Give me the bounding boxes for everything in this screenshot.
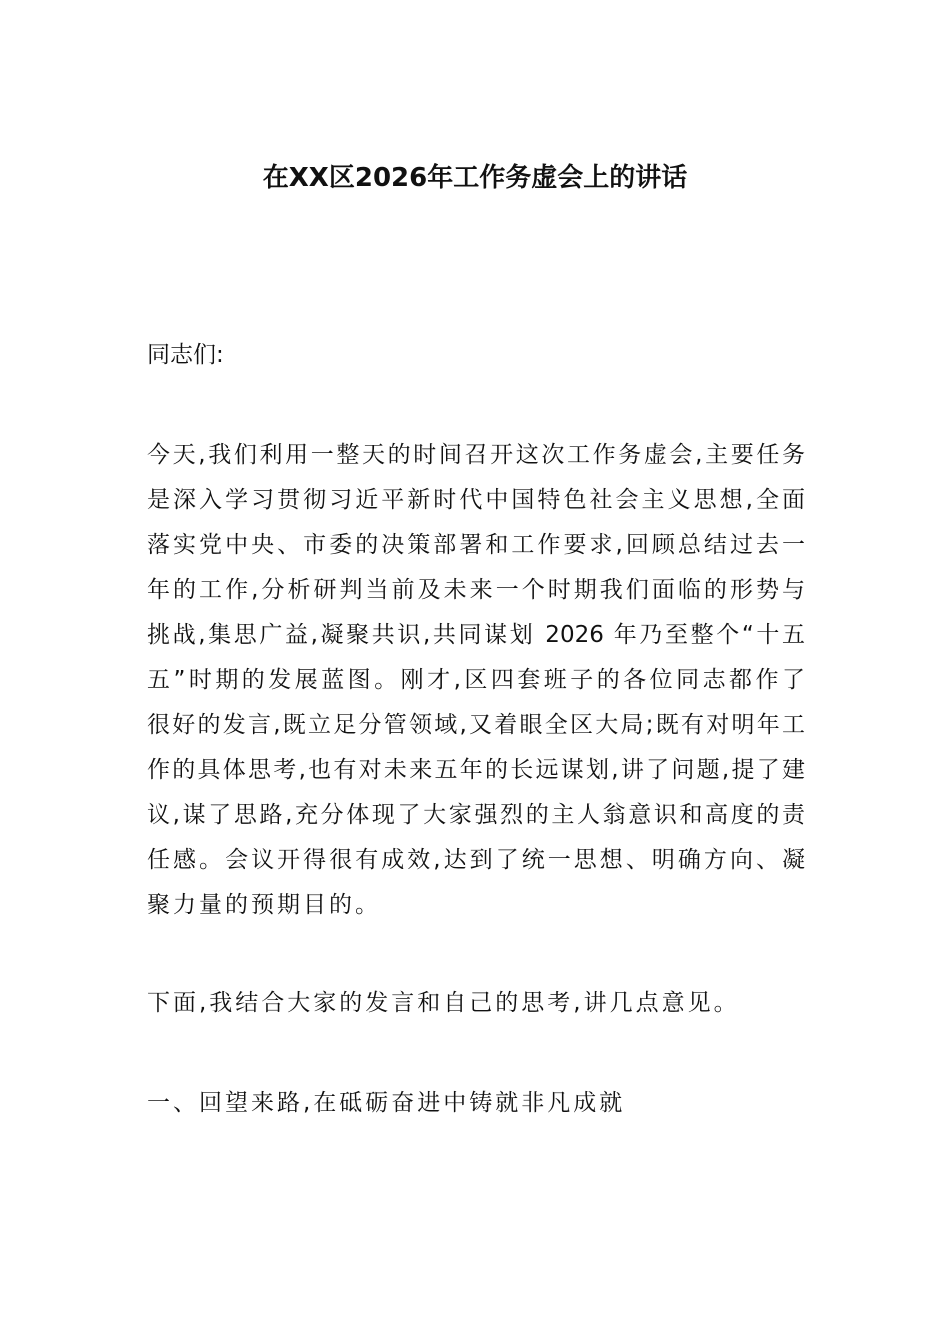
paragraph-line: 很好的发言,既立足分管领域,又着眼全区大局;既有对明年工: [147, 712, 805, 738]
document-title: 在XX区2026年工作务虚会上的讲话: [262, 163, 688, 193]
paragraph-line: 挑战,集思广益,凝聚共识,共同谋划 2026 年乃至整个“十五: [147, 622, 805, 648]
paragraph-line: 年的工作,分析研判当前及未来一个时期我们面临的形势与: [147, 577, 805, 603]
paragraph-line: 五”时期的发展蓝图。刚才,区四套班子的各位同志都作了: [147, 667, 805, 693]
paragraph-transition: 下面,我结合大家的发言和自己的思考,讲几点意见。: [147, 990, 740, 1016]
paragraph-line: 作的具体思考,也有对未来五年的长远谋划,讲了问题,提了建: [147, 757, 805, 783]
paragraph-line: 议,谋了思路,充分体现了大家强烈的主人翁意识和高度的责: [147, 802, 805, 828]
salutation: 同志们:: [147, 342, 224, 368]
paragraph-line: 是深入学习贯彻习近平新时代中国特色社会主义思想,全面: [147, 487, 805, 513]
paragraph-line: 聚力量的预期目的。: [147, 892, 381, 918]
paragraph-line: 今天,我们利用一整天的时间召开这次工作务虚会,主要任务: [147, 442, 805, 468]
paragraph-line: 任感。会议开得很有成效,达到了统一思想、明确方向、凝: [147, 847, 805, 873]
section-heading-1: 一、回望来路,在砥砺奋进中铸就非凡成就: [147, 1090, 626, 1116]
paragraph-line: 落实党中央、市委的决策部署和工作要求,回顾总结过去一: [147, 532, 805, 558]
